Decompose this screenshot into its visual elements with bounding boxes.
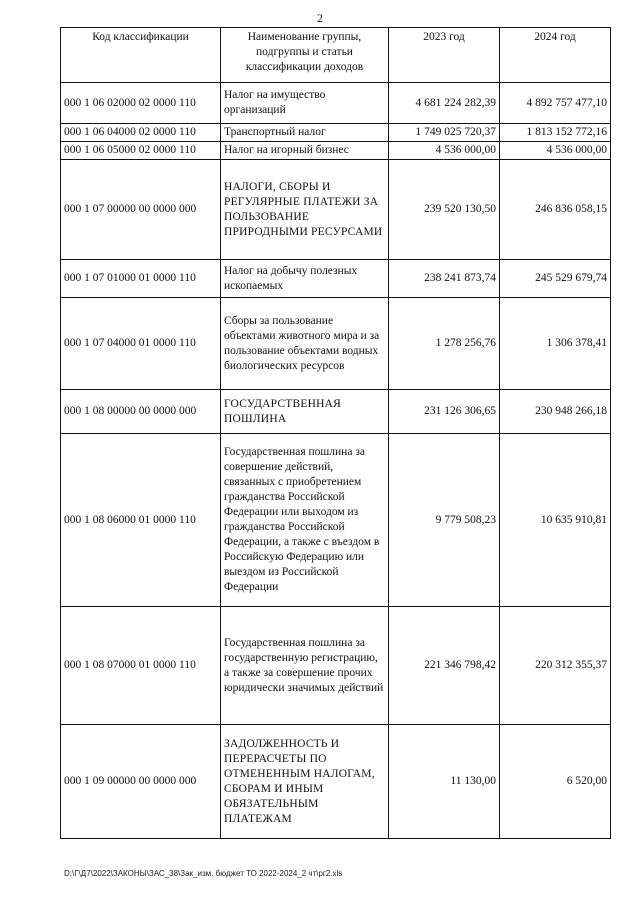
value-2024: 1 813 152 772,16 xyxy=(500,124,611,142)
classification-code: 000 1 06 04000 02 0000 110 xyxy=(61,124,221,142)
value-2024: 220 312 355,37 xyxy=(500,607,611,725)
table-row xyxy=(61,298,611,390)
value-2024: 230 948 266,18 xyxy=(500,390,611,434)
table-row-group xyxy=(61,390,611,434)
classification-name: Транспортный налог xyxy=(221,124,389,142)
value-2024: 1 306 378,41 xyxy=(500,298,611,390)
table-row xyxy=(61,142,611,160)
classification-code: 000 1 07 04000 01 0000 110 xyxy=(61,298,221,390)
table-row xyxy=(61,607,611,725)
page-number: 2 xyxy=(317,11,323,25)
value-2024: 245 529 679,74 xyxy=(500,260,611,298)
file-path-footer: D:\Г\Д7\2022\ЗАКОНЫ\ЗАС_38\Зак_изм. бюджет ТО 2022-2024_2 чт\рг2.xls xyxy=(64,869,343,878)
classification-code: 000 1 08 00000 00 0000 000 xyxy=(61,390,221,434)
value-2024: 4 892 757 477,10 xyxy=(500,83,611,124)
table-row-group xyxy=(61,160,611,260)
value-2023: 9 779 508,23 xyxy=(389,434,500,607)
value-2023: 4 681 224 282,39 xyxy=(389,83,500,124)
header-2023: 2023 год xyxy=(389,28,500,83)
value-2023: 1 278 256,76 xyxy=(389,298,500,390)
value-2024: 6 520,00 xyxy=(500,725,611,839)
value-2024: 246 836 058,15 xyxy=(500,160,611,260)
classification-code: 000 1 08 06000 01 0000 110 xyxy=(61,434,221,607)
classification-name: ЗАДОЛЖЕННОСТЬ И ПЕРЕРАСЧЕТЫ ПО ОТМЕНЕННЫМ НАЛОГАМ, СБОРАМ И ИНЫМ ОБЯЗАТЕЛЬНЫМ ПЛАТЕЖАМ xyxy=(221,725,389,839)
classification-code: 000 1 09 00000 00 0000 000 xyxy=(61,725,221,839)
classification-code: 000 1 07 01000 01 0000 110 xyxy=(61,260,221,298)
classification-name: НАЛОГИ, СБОРЫ И РЕГУЛЯРНЫЕ ПЛАТЕЖИ ЗА ПОЛЬЗОВАНИЕ ПРИРОДНЫМИ РЕСУРСАМИ xyxy=(221,160,389,260)
classification-name: ГОСУДАРСТВЕННАЯ ПОШЛИНА xyxy=(221,390,389,434)
classification-name: Налог на имущество организаций xyxy=(221,83,389,124)
classification-code: 000 1 06 05000 02 0000 110 xyxy=(61,142,221,160)
value-2023: 238 241 873,74 xyxy=(389,260,500,298)
classification-code: 000 1 08 07000 01 0000 110 xyxy=(61,607,221,725)
classification-name: Налог на добычу полезных ископаемых xyxy=(221,260,389,298)
value-2023: 11 130,00 xyxy=(389,725,500,839)
value-2023: 4 536 000,00 xyxy=(389,142,500,160)
table-header-row xyxy=(61,28,611,83)
classification-code: 000 1 06 02000 02 0000 110 xyxy=(61,83,221,124)
header-name: Наименование группы, подгруппы и статьи классификации доходов xyxy=(221,28,389,83)
header-code: Код классификации xyxy=(61,28,221,83)
value-2023: 239 520 130,50 xyxy=(389,160,500,260)
table-row xyxy=(61,434,611,607)
classification-code: 000 1 07 00000 00 0000 000 xyxy=(61,160,221,260)
classification-name: Государственная пошлина за совершение действий, связанных с приобретением гражданства Российской Федерации или выходом из гражданства Российской Федерации, а также с въездом в Российскую Федерацию или выездом из Российской Федерации xyxy=(221,434,389,607)
table-row-group xyxy=(61,725,611,839)
value-2023: 1 749 025 720,37 xyxy=(389,124,500,142)
value-2024: 4 536 000,00 xyxy=(500,142,611,160)
table-row xyxy=(61,260,611,298)
revenue-table xyxy=(60,27,611,839)
classification-name: Налог на игорный бизнес xyxy=(221,142,389,160)
classification-name: Сборы за пользование объектами животного мира и за пользование объектами водных биологических ресурсов xyxy=(221,298,389,390)
value-2024: 10 635 910,81 xyxy=(500,434,611,607)
table-row xyxy=(61,83,611,124)
value-2023: 231 126 306,65 xyxy=(389,390,500,434)
header-2024: 2024 год xyxy=(500,28,611,83)
table-row xyxy=(61,124,611,142)
classification-name: Государственная пошлина за государственную регистрацию, а также за совершение прочих юридически значимых действий xyxy=(221,607,389,725)
value-2023: 221 346 798,42 xyxy=(389,607,500,725)
